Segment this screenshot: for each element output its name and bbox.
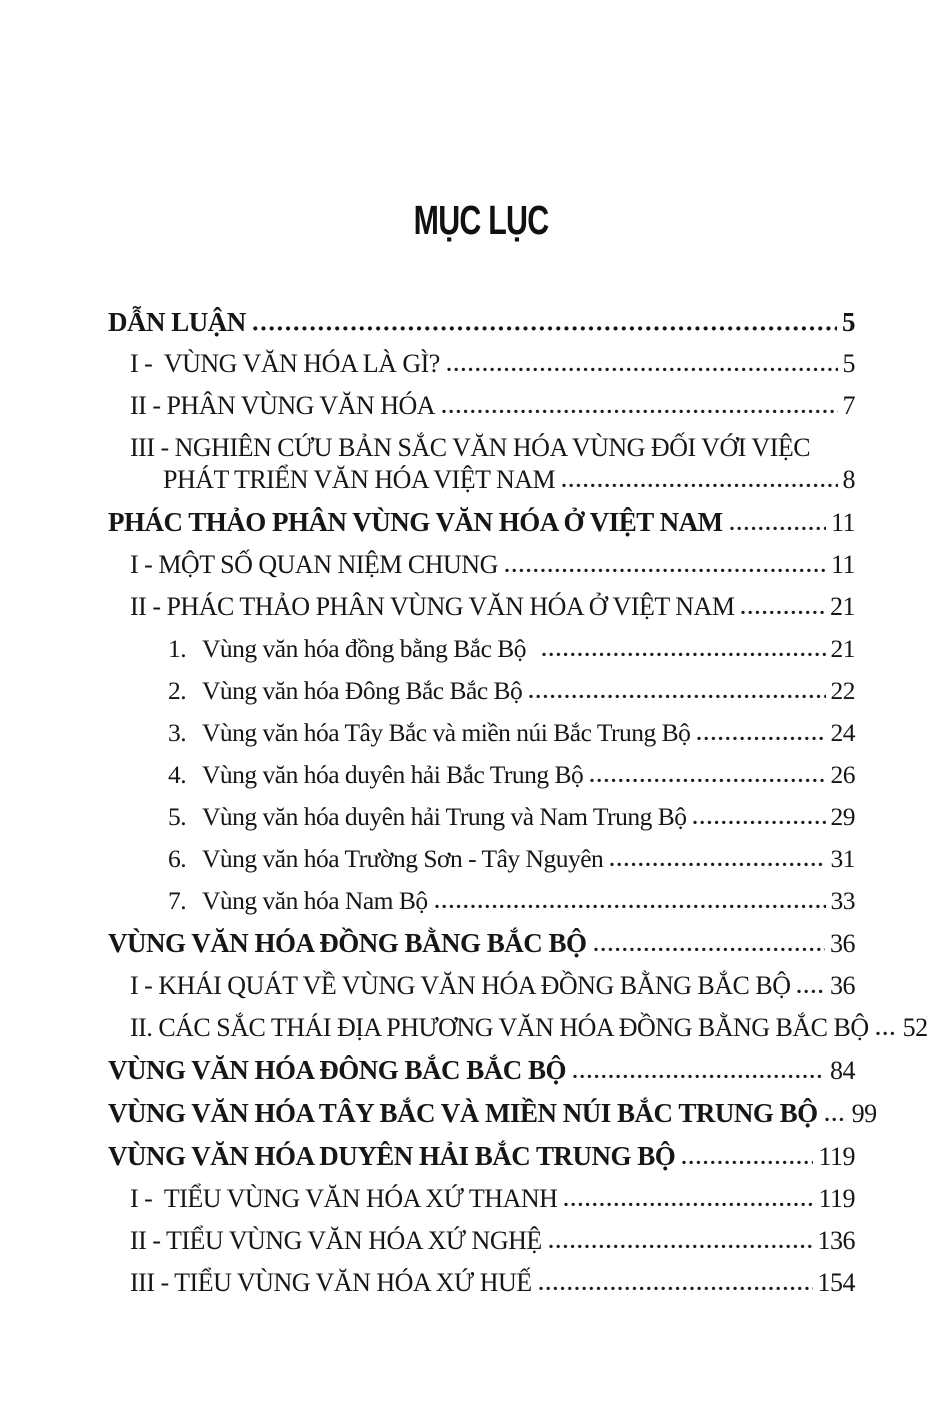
toc-list xyxy=(108,307,928,1297)
toc-entry-page: 11 xyxy=(830,508,855,537)
toc-entry-label: II - PHÁC THẢO PHÂN VÙNG VĂN HÓA Ở VIỆT NAM xyxy=(130,592,735,621)
toc-entry-page: 29 xyxy=(830,802,855,831)
toc-entry-page: 24 xyxy=(830,718,855,747)
toc-entry-label: Vùng văn hóa Tây Bắc và miền núi Bắc Trung Bộ xyxy=(202,718,691,747)
dot-leader xyxy=(573,1074,825,1079)
toc-row xyxy=(108,1227,855,1255)
toc-row xyxy=(108,350,855,378)
toc-entry-page: 119 xyxy=(818,1142,855,1171)
dot-leader xyxy=(876,1031,898,1036)
toc-entry-label: VÙNG VĂN HÓA ĐỒNG BẰNG BẮC BỘ xyxy=(108,928,587,958)
page-title: MỤC LỤC xyxy=(414,197,549,243)
toc-entry-page: 21 xyxy=(830,592,855,621)
dot-leader xyxy=(594,947,825,952)
toc-row xyxy=(108,761,855,789)
toc-entry-label: Vùng văn hóa duyên hải Bắc Trung Bộ xyxy=(202,760,584,789)
toc-row xyxy=(108,1142,855,1171)
dot-leader xyxy=(825,1117,847,1122)
toc-entry-label: PHÁC THẢO PHÂN VÙNG VĂN HÓA Ở VIỆT NAM xyxy=(108,507,723,537)
toc-entry-page: 26 xyxy=(830,760,855,789)
toc-entry-page: 8 xyxy=(842,465,855,494)
toc-entry-label-line2: PHÁT TRIỂN VĂN HÓA VIỆT NAM xyxy=(163,465,556,494)
dot-leader xyxy=(730,526,826,531)
dot-leader xyxy=(542,652,825,657)
toc-row xyxy=(108,1269,855,1297)
toc-row xyxy=(108,1056,855,1085)
toc-entry-label: Vùng văn hóa Đông Bắc Bắc Bộ xyxy=(202,676,523,705)
toc-row xyxy=(108,392,855,420)
toc-entry-page: 154 xyxy=(817,1268,855,1297)
dot-leader xyxy=(549,1244,813,1249)
toc-entry-label: II - PHÂN VÙNG VĂN HÓA xyxy=(130,391,436,420)
toc-entry-number: 2. xyxy=(168,676,187,705)
dot-leader xyxy=(590,778,825,783)
toc-entry-number: 1. xyxy=(168,634,187,663)
dot-leader xyxy=(442,409,837,414)
toc-row xyxy=(108,551,855,579)
toc-row xyxy=(108,845,855,873)
toc-entry-label: I - KHÁI QUÁT VỀ VÙNG VĂN HÓA ĐỒNG BẰNG BẮC BỘ xyxy=(130,971,791,1000)
toc-entry-page: 31 xyxy=(830,844,855,873)
toc-row xyxy=(108,1098,877,1128)
dot-leader xyxy=(697,736,825,741)
dot-leader xyxy=(539,1286,813,1291)
title-area xyxy=(108,197,855,244)
toc-entry-number: 3. xyxy=(168,718,187,747)
toc-entry-number: 5. xyxy=(168,802,187,831)
toc-entry-page: 99 xyxy=(851,1099,877,1128)
dot-leader xyxy=(693,820,825,825)
toc-entry-label: I - TIỂU VÙNG VĂN HÓA XỨ THANH xyxy=(130,1184,558,1213)
toc-entry-number: 6. xyxy=(168,844,187,873)
toc-entry-page: 7 xyxy=(842,391,855,420)
toc-row xyxy=(108,308,855,336)
toc-entry-page: 84 xyxy=(830,1056,855,1085)
toc-entry-number: 4. xyxy=(168,760,187,789)
toc-row xyxy=(108,803,855,831)
toc-entry-label: I - VÙNG VĂN HÓA LÀ GÌ? xyxy=(130,349,440,378)
toc-entry-label: VÙNG VĂN HÓA ĐÔNG BẮC BẮC BỘ xyxy=(108,1055,567,1085)
toc-entry-label: VÙNG VĂN HÓA TÂY BẮC VÀ MIỀN NÚI BẮC TRUNG BỘ xyxy=(108,1098,818,1128)
toc-row xyxy=(108,635,855,663)
toc-row xyxy=(108,593,855,621)
toc-row xyxy=(108,887,855,915)
toc-row xyxy=(108,929,855,958)
toc-entry-label: Vùng văn hóa đồng bằng Bắc Bộ xyxy=(202,634,527,663)
toc-entry-label: III - NGHIÊN CỨU BẢN SẮC VĂN HÓA VÙNG ĐỐI VỚI VIỆC xyxy=(130,433,811,462)
toc-entry-page: 5 xyxy=(842,307,855,337)
toc-entry-page: 21 xyxy=(830,634,855,663)
toc-entry-page: 52 xyxy=(902,1013,928,1042)
dot-leader xyxy=(447,367,838,372)
dot-leader xyxy=(797,989,825,994)
toc-entry-label: Vùng văn hóa Trường Sơn - Tây Nguyên xyxy=(202,844,604,873)
toc-entry-label: Vùng văn hóa Nam Bộ xyxy=(202,886,428,915)
toc-entry-label: VÙNG VĂN HÓA DUYÊN HẢI BẮC TRUNG BỘ xyxy=(108,1141,676,1171)
toc-entry-label: III - TIỂU VÙNG VĂN HÓA XỨ HUẾ xyxy=(130,1268,532,1297)
toc-entry-label: DẪN LUẬN xyxy=(108,307,246,337)
dot-leader xyxy=(682,1160,813,1165)
toc-row xyxy=(108,508,855,537)
dot-leader xyxy=(741,610,825,615)
dot-leader xyxy=(562,483,837,488)
dot-leader xyxy=(253,326,837,331)
toc-entry-page: 136 xyxy=(817,1226,855,1255)
toc-row xyxy=(108,719,855,747)
toc-entry-label: Vùng văn hóa duyên hải Trung và Nam Trung Bộ xyxy=(202,802,687,831)
toc-entry-label: I - MỘT SỐ QUAN NIỆM CHUNG xyxy=(130,550,498,579)
toc-row-continuation xyxy=(108,466,855,494)
dot-leader xyxy=(610,862,825,867)
dot-leader xyxy=(435,904,826,909)
toc-entry-page: 33 xyxy=(830,886,855,915)
toc-row xyxy=(108,1185,855,1213)
dot-leader xyxy=(564,1202,813,1207)
toc-row xyxy=(108,677,855,705)
toc-row xyxy=(108,434,855,462)
toc-entry-page: 36 xyxy=(830,971,855,1000)
toc-entry-page: 36 xyxy=(830,929,855,958)
toc-row xyxy=(108,972,855,1000)
toc-entry-number: 7. xyxy=(168,886,187,915)
dot-leader xyxy=(505,568,826,573)
dot-leader xyxy=(529,694,825,699)
toc-entry-page: 5 xyxy=(842,349,855,378)
toc-entry-page: 119 xyxy=(818,1184,855,1213)
toc-entry-page: 22 xyxy=(830,676,855,705)
toc-row xyxy=(108,1013,928,1042)
toc-entry-label: II - TIỂU VÙNG VĂN HÓA XỨ NGHỆ xyxy=(130,1226,542,1255)
toc-entry-page: 11 xyxy=(830,550,855,579)
toc-entry-label: II. CÁC SẮC THÁI ĐỊA PHƯƠNG VĂN HÓA ĐỒNG BẰNG BẮC BỘ xyxy=(130,1013,869,1042)
